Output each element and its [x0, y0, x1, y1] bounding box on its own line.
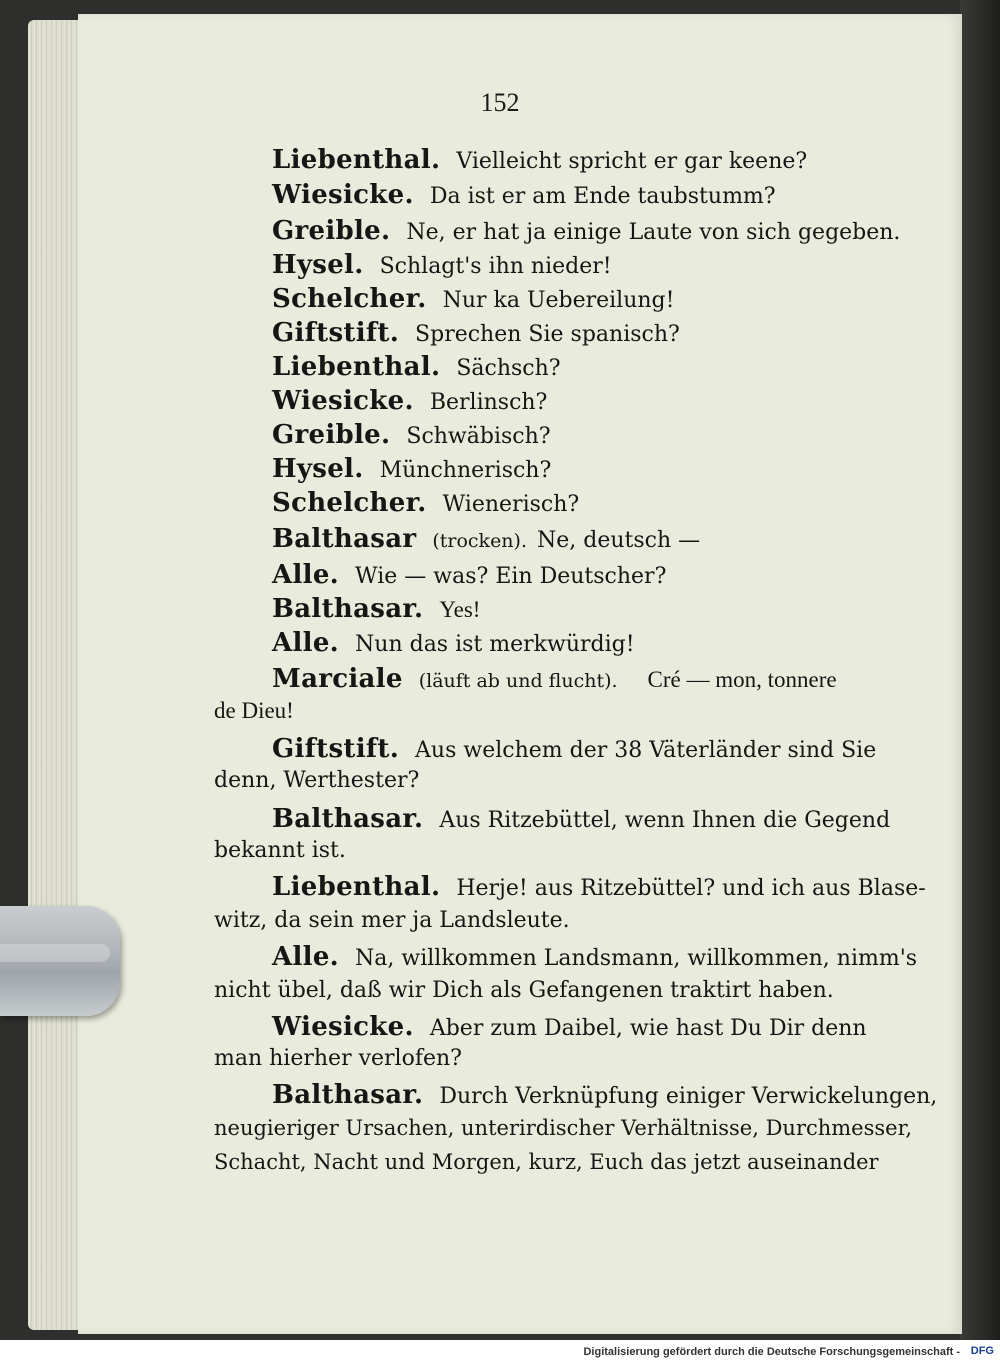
text-line	[272, 664, 837, 694]
speaker-name: Schelcher.	[272, 284, 427, 314]
line-text: witz, da sein mer ja Landsleute.	[214, 908, 570, 933]
line-text: nicht übel, daß wir Dich als Gefangenen traktirt haben.	[214, 978, 834, 1003]
line-text: Berlinsch?	[429, 390, 548, 415]
line-text: man hierher verlofen?	[214, 1046, 462, 1071]
scanner-clip	[0, 906, 120, 1016]
line-text: Schwäbisch?	[406, 424, 551, 449]
speaker-name: Greible.	[272, 420, 391, 450]
text-line	[272, 804, 890, 834]
text-line	[214, 978, 834, 1003]
text-line	[272, 250, 612, 280]
line-text: Schacht, Nacht und Morgen, kurz, Euch das jetzt auseinander	[214, 1150, 879, 1174]
footer-credit: Digitalisierung gefördert durch die Deutsche Forschungsgemeinschaft -	[583, 1346, 960, 1358]
speaker-name: Greible.	[272, 216, 391, 246]
scan-background	[960, 0, 1000, 1365]
line-text: Sächsch?	[456, 356, 561, 381]
line-text: Durch Verknüpfung einiger Verwickelungen,	[439, 1084, 938, 1109]
line-text: neugieriger Ursachen, unterirdischer Verhältnisse, Durchmesser,	[214, 1116, 912, 1140]
line-text: Yes!	[439, 597, 481, 622]
line-text: Nun das ist merkwürdig!	[355, 632, 635, 657]
text-line	[272, 628, 635, 658]
line-text: Na, willkommen Landsmann, willkommen, nimm's	[355, 946, 918, 971]
speaker-name: Schelcher.	[272, 488, 427, 518]
line-text: Aus welchem der 38 Väterländer sind Sie	[415, 738, 877, 763]
text-line	[214, 698, 294, 724]
line-text: Schlagt's ihn nieder!	[379, 254, 612, 279]
speaker-name: Balthasar.	[272, 1080, 424, 1110]
text-line	[272, 1012, 867, 1042]
line-text: Cré — mon, tonnere	[647, 667, 837, 692]
speaker-name: Hysel.	[272, 250, 364, 280]
text-line	[272, 454, 551, 484]
text-line	[272, 1080, 937, 1110]
text-line	[214, 838, 346, 863]
text-line	[272, 284, 674, 314]
speaker-name: Liebenthal.	[272, 145, 441, 175]
text-line	[272, 734, 876, 764]
line-text: Aus Ritzebüttel, wenn Ihnen die Gegend	[439, 808, 891, 833]
text-line	[272, 420, 551, 450]
speaker-name: Giftstift.	[272, 734, 400, 764]
line-text: Da ist er am Ende taubstumm?	[429, 184, 776, 209]
text-line	[272, 352, 561, 382]
text-line	[272, 145, 807, 175]
speaker-name: Alle.	[272, 628, 340, 658]
speaker-name: Alle.	[272, 942, 340, 972]
line-text: bekannt ist.	[214, 838, 346, 863]
text-line	[272, 872, 926, 902]
text-line	[214, 908, 570, 933]
line-text: Ne, er hat ja einige Laute von sich gegeben.	[406, 220, 901, 245]
line-text: Wienerisch?	[442, 492, 580, 517]
text-line	[272, 594, 480, 624]
line-text: Nur ka Uebereilung!	[442, 288, 675, 313]
speaker-name: Liebenthal.	[272, 872, 441, 902]
speaker-name: Balthasar.	[272, 594, 424, 624]
speaker-name: Hysel.	[272, 454, 364, 484]
line-text: Wie — was? Ein Deutscher?	[355, 564, 667, 589]
text-line	[272, 386, 547, 416]
line-text: denn, Werthester?	[214, 768, 420, 793]
line-text: Aber zum Daibel, wie hast Du Dir denn	[429, 1016, 867, 1041]
line-text: Vielleicht spricht er gar keene?	[456, 149, 808, 174]
speaker-name: Liebenthal.	[272, 352, 441, 382]
speaker-name: Balthasar.	[272, 804, 424, 834]
speaker-name: Giftstift.	[272, 318, 400, 348]
speaker-name: Wiesicke.	[272, 1012, 414, 1042]
line-text: Sprechen Sie spanisch?	[415, 322, 680, 347]
text-line	[272, 216, 900, 246]
line-text: Ne, deutsch —	[537, 528, 701, 553]
speaker-name: Wiesicke.	[272, 180, 414, 210]
text-line	[272, 524, 700, 554]
stage-direction: (läuft ab und flucht).	[418, 670, 618, 692]
text-line	[272, 180, 776, 210]
text-line	[214, 1046, 462, 1071]
page-number: 152	[480, 88, 520, 117]
speaker-name: Marciale	[272, 664, 403, 694]
text-line	[272, 488, 579, 518]
dfg-logo-icon: DFG	[970, 1345, 994, 1357]
text-line	[272, 318, 680, 348]
text-line	[272, 942, 917, 972]
text-line	[214, 1116, 912, 1140]
line-text: Münchnerisch?	[379, 458, 552, 483]
speaker-name: Balthasar	[272, 524, 417, 554]
stage-direction: (trocken).	[432, 530, 528, 552]
text-line	[272, 560, 666, 590]
text-line	[214, 768, 419, 793]
line-text: Herje! aus Ritzebüttel? und ich aus Blase-	[456, 876, 926, 901]
line-text: de Dieu!	[214, 698, 294, 723]
speaker-name: Alle.	[272, 560, 340, 590]
speaker-name: Wiesicke.	[272, 386, 414, 416]
text-line	[214, 1150, 879, 1174]
